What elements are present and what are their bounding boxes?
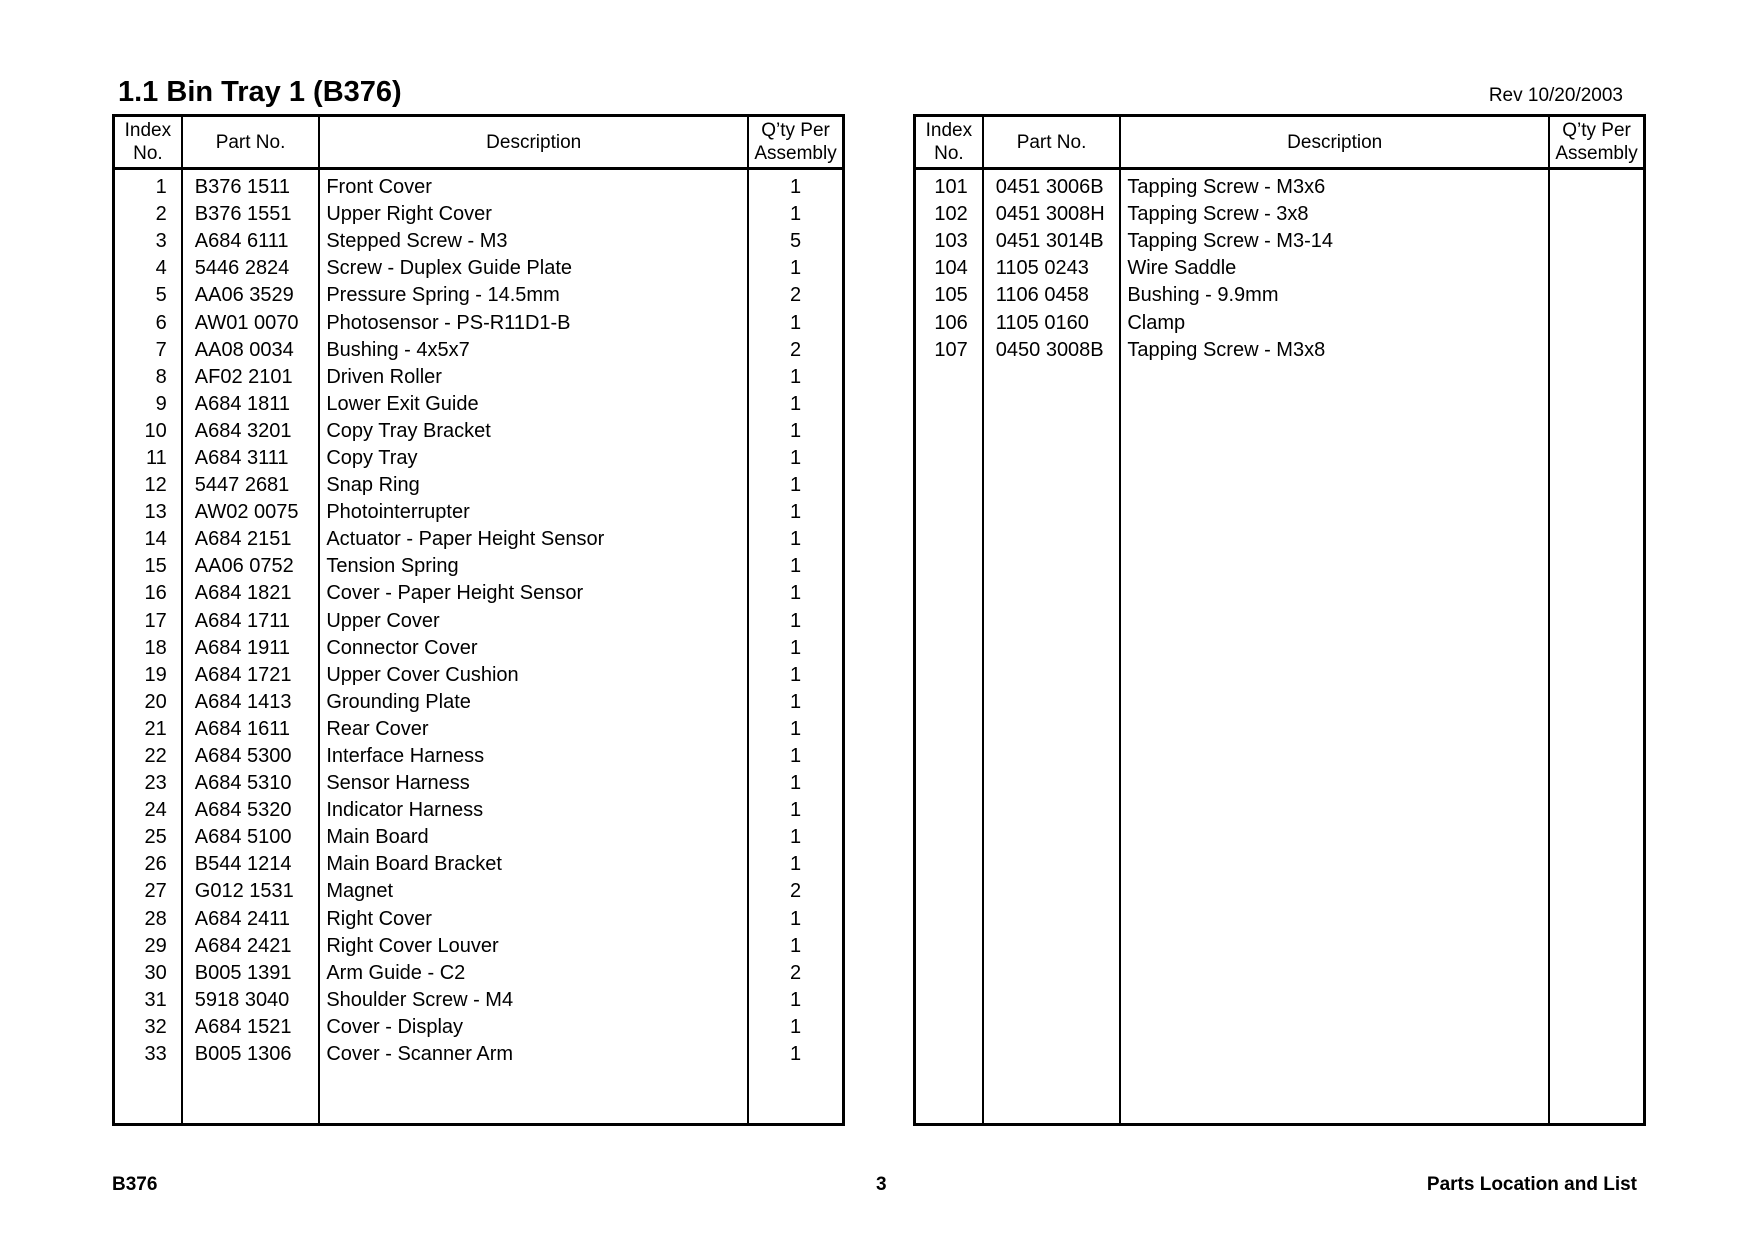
description-cell: Cover - Paper Height Sensor — [319, 580, 748, 607]
part-no-cell: 5446 2824 — [182, 255, 320, 282]
description-cell: Interface Harness — [319, 743, 748, 770]
index-no-cell: 31 — [144, 988, 167, 1011]
parts-table-left-body — [114, 169, 844, 1125]
description-cell: Copy Tray Bracket — [319, 418, 748, 445]
parts-table-right — [913, 114, 1646, 1126]
table-row — [114, 824, 844, 851]
part-no-cell: A684 1721 — [182, 662, 320, 689]
table-row — [114, 689, 844, 716]
description-cell: Rear Cover — [319, 716, 748, 743]
description-cell: Cover - Scanner Arm — [319, 1041, 748, 1068]
table-row — [114, 933, 844, 960]
footer-model: B376 — [112, 1174, 158, 1195]
index-no-cell: 32 — [144, 1015, 167, 1038]
description-cell: Indicator Harness — [319, 797, 748, 824]
index-no-cell: 20 — [144, 690, 167, 713]
qty-cell: 1 — [748, 201, 843, 228]
description-cell: Driven Roller — [319, 364, 748, 391]
table-row — [114, 716, 844, 743]
part-no-cell: A684 1711 — [182, 608, 320, 635]
qty-cell: 1 — [748, 364, 843, 391]
part-no-cell: A684 2411 — [182, 906, 320, 933]
part-no-cell: A684 1911 — [182, 635, 320, 662]
description-cell: Tapping Screw - 3x8 — [1120, 201, 1549, 228]
qty-cell: 1 — [748, 1041, 843, 1068]
qty-per-assembly-header — [1549, 116, 1644, 169]
description-cell: Wire Saddle — [1120, 255, 1549, 282]
index-no-cell: 19 — [144, 663, 167, 686]
qty-cell: 2 — [748, 337, 843, 364]
index-no-cell: 29 — [144, 934, 167, 957]
description-cell: Pressure Spring - 14.5mm — [319, 282, 748, 309]
table-row — [114, 906, 844, 933]
part-no-cell: A684 6111 — [182, 228, 320, 255]
table-row — [915, 169, 1645, 202]
table-row — [114, 851, 844, 878]
description-cell: Main Board — [319, 824, 748, 851]
part-no-header: Part No. — [983, 116, 1121, 169]
qty-cell — [1549, 337, 1644, 364]
table-row — [114, 743, 844, 770]
description-cell: Right Cover Louver — [319, 933, 748, 960]
description-cell: Bushing - 4x5x7 — [319, 337, 748, 364]
description-cell: Tapping Screw - M3-14 — [1120, 228, 1549, 255]
description-cell: Screw - Duplex Guide Plate — [319, 255, 748, 282]
index-no-cell: 26 — [144, 853, 167, 876]
description-cell: Front Cover — [319, 169, 748, 202]
part-no-cell: B376 1511 — [182, 169, 320, 202]
description-cell: Bushing - 9.9mm — [1120, 282, 1549, 309]
part-no-cell: B376 1551 — [182, 201, 320, 228]
part-no-cell: AA06 3529 — [182, 282, 320, 309]
empty-cell — [748, 1068, 843, 1124]
description-cell: Actuator - Paper Height Sensor — [319, 526, 748, 553]
index-no-cell: 22 — [144, 745, 167, 768]
qty-cell: 1 — [748, 635, 843, 662]
table-row — [915, 201, 1645, 228]
qty-cell: 1 — [748, 526, 843, 553]
empty-cell — [983, 364, 1121, 1125]
empty-cell — [182, 1068, 320, 1124]
description-cell: Grounding Plate — [319, 689, 748, 716]
qty-cell — [1549, 255, 1644, 282]
part-no-header: Part No. — [182, 116, 320, 169]
header-label: Assembly — [754, 143, 837, 164]
index-no-cell: 5 — [155, 284, 167, 307]
description-header: Description — [319, 116, 748, 169]
part-no-cell: B005 1391 — [182, 960, 320, 987]
table-row — [114, 770, 844, 797]
qty-cell: 1 — [748, 553, 843, 580]
index-no-cell: 25 — [144, 826, 167, 849]
qty-cell: 1 — [748, 445, 843, 472]
part-no-cell: 5447 2681 — [182, 472, 320, 499]
index-no-cell: 10 — [144, 419, 167, 442]
index-no-cell: 18 — [144, 636, 167, 659]
description-cell: Tapping Screw - M3x6 — [1120, 169, 1549, 202]
index-no-cell: 1 — [155, 176, 167, 199]
table-row — [114, 499, 844, 526]
index-no-cell: 14 — [144, 528, 167, 551]
table-row — [114, 1014, 844, 1041]
table-row — [114, 391, 844, 418]
part-no-cell: A684 1413 — [182, 689, 320, 716]
part-no-cell: 1105 0160 — [983, 309, 1121, 336]
description-cell: Snap Ring — [319, 472, 748, 499]
qty-cell: 1 — [748, 851, 843, 878]
description-cell: Magnet — [319, 878, 748, 905]
qty-cell: 2 — [748, 282, 843, 309]
table-row — [114, 228, 844, 255]
index-no-cell: 11 — [146, 446, 167, 469]
qty-cell: 1 — [748, 716, 843, 743]
table-row — [114, 201, 844, 228]
description-cell: Upper Right Cover — [319, 201, 748, 228]
table-header-row — [114, 116, 844, 169]
index-no-header — [114, 116, 182, 169]
table-row — [915, 282, 1645, 309]
description-cell: Cover - Display — [319, 1014, 748, 1041]
table-row — [114, 1041, 844, 1068]
part-no-cell: A684 3111 — [182, 445, 320, 472]
index-no-cell: 103 — [934, 230, 968, 253]
part-no-cell: A684 5100 — [182, 824, 320, 851]
table-row — [114, 337, 844, 364]
index-no-cell: 105 — [934, 284, 968, 307]
empty-cell — [319, 1068, 748, 1124]
header-label: Index — [124, 120, 172, 141]
qty-cell: 1 — [748, 770, 843, 797]
part-no-cell: A684 2151 — [182, 526, 320, 553]
index-no-cell: 13 — [144, 501, 167, 524]
qty-cell: 1 — [748, 824, 843, 851]
index-no-cell: 101 — [934, 176, 968, 199]
part-no-cell: B005 1306 — [182, 1041, 320, 1068]
qty-cell: 1 — [748, 743, 843, 770]
qty-cell: 5 — [748, 228, 843, 255]
qty-cell: 1 — [748, 418, 843, 445]
part-no-cell: A684 5300 — [182, 743, 320, 770]
part-no-cell: 0450 3008B — [983, 337, 1121, 364]
description-cell: Tapping Screw - M3x8 — [1120, 337, 1549, 364]
qty-cell — [1549, 228, 1644, 255]
description-header: Description — [1120, 116, 1549, 169]
qty-cell — [1549, 201, 1644, 228]
footer-section: Parts Location and List — [1426, 1174, 1637, 1195]
header-label: Q’ty Per — [1562, 120, 1631, 141]
index-no-cell: 33 — [144, 1043, 167, 1066]
qty-cell: 1 — [748, 580, 843, 607]
table-row — [915, 309, 1645, 336]
qty-cell — [1549, 309, 1644, 336]
part-no-cell: 0451 3008H — [983, 201, 1121, 228]
qty-cell: 1 — [748, 391, 843, 418]
part-no-cell: A684 1811 — [182, 391, 320, 418]
qty-cell: 1 — [748, 906, 843, 933]
index-no-cell: 17 — [144, 609, 167, 632]
index-no-cell: 102 — [934, 203, 968, 226]
table-row — [114, 526, 844, 553]
index-no-cell: 104 — [934, 257, 968, 280]
qty-cell: 1 — [748, 472, 843, 499]
index-no-header — [915, 116, 983, 169]
qty-cell: 1 — [748, 987, 843, 1014]
qty-cell: 1 — [748, 255, 843, 282]
qty-cell: 2 — [748, 878, 843, 905]
part-no-cell: 0451 3006B — [983, 169, 1121, 202]
header-label: No. — [133, 143, 163, 164]
table-row — [114, 418, 844, 445]
table-filler-row — [114, 1068, 844, 1124]
qty-cell: 1 — [748, 608, 843, 635]
table-row — [114, 364, 844, 391]
table-row — [114, 878, 844, 905]
table-row — [114, 635, 844, 662]
table-row — [114, 987, 844, 1014]
index-no-cell: 30 — [144, 961, 167, 984]
part-no-cell: 5918 3040 — [182, 987, 320, 1014]
table-row — [915, 228, 1645, 255]
table-filler-row — [915, 364, 1645, 1125]
part-no-cell: 1106 0458 — [983, 282, 1121, 309]
description-cell: Upper Cover — [319, 608, 748, 635]
index-no-cell: 7 — [155, 338, 167, 361]
description-cell: Copy Tray — [319, 445, 748, 472]
empty-cell — [114, 1068, 182, 1124]
part-no-cell: A684 1521 — [182, 1014, 320, 1041]
header-label: Assembly — [1555, 143, 1638, 164]
index-no-cell: 23 — [144, 772, 167, 795]
description-cell: Tension Spring — [319, 553, 748, 580]
table-row — [114, 960, 844, 987]
header-label: Index — [925, 120, 973, 141]
index-no-cell: 28 — [144, 907, 167, 930]
parts-table-left — [112, 114, 845, 1126]
table-row — [114, 608, 844, 635]
description-cell: Main Board Bracket — [319, 851, 748, 878]
table-header-row — [915, 116, 1645, 169]
table-row — [114, 662, 844, 689]
part-no-cell: A684 1821 — [182, 580, 320, 607]
table-row — [114, 309, 844, 336]
index-no-cell: 6 — [155, 311, 167, 334]
qty-cell: 1 — [748, 309, 843, 336]
empty-cell — [915, 364, 983, 1125]
description-cell: Clamp — [1120, 309, 1549, 336]
part-no-cell: G012 1531 — [182, 878, 320, 905]
index-no-cell: 4 — [155, 257, 167, 280]
part-no-cell: AW02 0075 — [182, 499, 320, 526]
description-cell: Right Cover — [319, 906, 748, 933]
qty-per-assembly-header — [748, 116, 843, 169]
description-cell: Arm Guide - C2 — [319, 960, 748, 987]
index-no-cell: 15 — [144, 555, 167, 578]
table-row — [114, 445, 844, 472]
table-row — [114, 553, 844, 580]
revision-date: Rev 10/20/2003 — [1488, 85, 1623, 106]
qty-cell — [1549, 169, 1644, 202]
index-no-cell: 21 — [144, 717, 167, 740]
index-no-cell: 9 — [155, 392, 167, 415]
part-no-cell: B544 1214 — [182, 851, 320, 878]
part-no-cell: A684 3201 — [182, 418, 320, 445]
index-no-cell: 107 — [934, 338, 968, 361]
qty-cell: 2 — [748, 960, 843, 987]
description-cell: Lower Exit Guide — [319, 391, 748, 418]
index-no-cell: 24 — [144, 799, 167, 822]
part-no-cell: A684 5320 — [182, 797, 320, 824]
part-no-cell: AW01 0070 — [182, 309, 320, 336]
qty-cell: 1 — [748, 169, 843, 202]
part-no-cell: 0451 3014B — [983, 228, 1121, 255]
qty-cell: 1 — [748, 499, 843, 526]
part-no-cell: A684 2421 — [182, 933, 320, 960]
qty-cell — [1549, 282, 1644, 309]
description-cell: Photointerrupter — [319, 499, 748, 526]
index-no-cell: 3 — [155, 230, 167, 253]
description-cell: Stepped Screw - M3 — [319, 228, 748, 255]
index-no-cell: 27 — [144, 880, 167, 903]
qty-cell: 1 — [748, 797, 843, 824]
index-no-cell: 106 — [934, 311, 968, 334]
qty-cell: 1 — [748, 933, 843, 960]
table-row — [114, 255, 844, 282]
qty-cell: 1 — [748, 689, 843, 716]
part-no-cell: A684 1611 — [182, 716, 320, 743]
part-no-cell: 1105 0243 — [983, 255, 1121, 282]
table-row — [915, 255, 1645, 282]
index-no-cell: 12 — [144, 474, 167, 497]
part-no-cell: A684 5310 — [182, 770, 320, 797]
index-no-cell: 16 — [144, 582, 167, 605]
header-label: No. — [934, 143, 964, 164]
description-cell: Photosensor - PS-R11D1-B — [319, 309, 748, 336]
description-cell: Sensor Harness — [319, 770, 748, 797]
header-label: Q’ty Per — [761, 120, 830, 141]
parts-table-right-body — [915, 169, 1645, 1125]
empty-cell — [1120, 364, 1549, 1125]
table-row — [114, 472, 844, 499]
part-no-cell: AF02 2101 — [182, 364, 320, 391]
footer-page-number: 3 — [876, 1174, 887, 1195]
description-cell: Shoulder Screw - M4 — [319, 987, 748, 1014]
table-row — [915, 337, 1645, 364]
description-cell: Upper Cover Cushion — [319, 662, 748, 689]
table-row — [114, 797, 844, 824]
qty-cell: 1 — [748, 1014, 843, 1041]
qty-cell: 1 — [748, 662, 843, 689]
table-row — [114, 169, 844, 202]
table-row — [114, 580, 844, 607]
part-no-cell: AA06 0752 — [182, 553, 320, 580]
index-no-cell: 8 — [155, 365, 167, 388]
description-cell: Connector Cover — [319, 635, 748, 662]
table-row — [114, 282, 844, 309]
empty-cell — [1549, 364, 1644, 1125]
page-title: 1.1 Bin Tray 1 (B376) — [118, 76, 402, 108]
part-no-cell: AA08 0034 — [182, 337, 320, 364]
index-no-cell: 2 — [155, 203, 167, 226]
